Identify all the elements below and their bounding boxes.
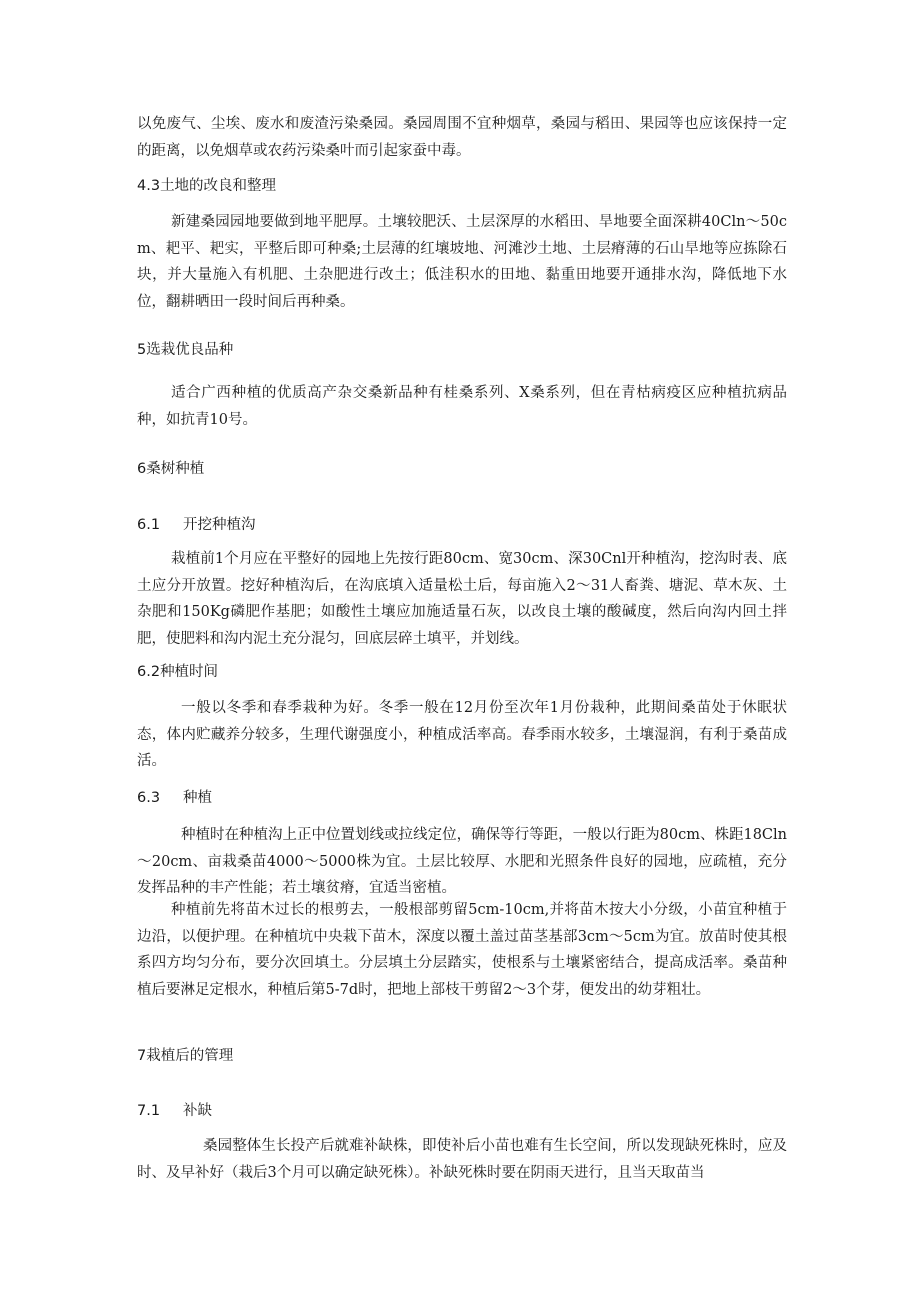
paragraph-7-1: 桑园整体生长投产后就难补缺株，即使补后小苗也难有生长空间，所以发现缺死株时，应及时、及早补好（栽后3个月可以确定缺死株）。补缺死株时要在阴雨天进行，且当天取苗当 — [137, 1138, 787, 1181]
paragraph-intro: 以免废气、尘埃、废水和废渣污染桑园。桑园周围不宜种烟草，桑园与稻田、果园等也应该保持一定的距离，以免烟草或农药污染桑叶而引起家蚕中毒。 — [137, 116, 787, 159]
heading-number: 6.2 — [137, 664, 161, 680]
heading-6-2 — [137, 662, 218, 682]
paragraph-6-1: 栽植前1个月应在平整好的园地上先按行距80cm、宽30cm、深30Cnl开种植沟，挖沟时表、底土应分开放置。挖好种植沟后，在沟底填入适量松土后，每亩施入2～31人畜粪、塘泥、草木灰、土杂肥和150Kg磷肥作基肥；如酸性土壤应加施适量石灰，以改良土壤的酸碱度，然后向沟内回土拌肥，使肥料和沟内泥土充分混匀，回底层碎土填平，并划线。 — [137, 551, 787, 647]
heading-number: 4.3 — [137, 178, 161, 194]
heading-4-3 — [137, 176, 276, 196]
heading-number: 6 — [137, 461, 147, 477]
heading-title: 开挖种植沟 — [183, 517, 256, 533]
heading-number: 7.1 — [137, 1103, 161, 1119]
heading-title: 种植时间 — [160, 664, 219, 680]
heading-title: 桑树种植 — [146, 461, 205, 477]
paragraph-6-3b: 种植前先将苗木过长的根剪去，一般根部剪留5cm-10cm,并将苗木按大小分级，小苗宜种植于边沿，以便护理。在种植坑中央栽下苗木，深度以覆土盖过苗茎基部3cm～5cm为宜。放苗时使其根系四方均匀分布，要分次回填土。分层填土分层踏实，使根系与土壤紧密结合，提高成活率。桑苗种植后要淋足定根水，种植后第5-7d时，把地上部枝干剪留2～3个芽，便发出的幼芽粗壮。 — [137, 902, 787, 998]
heading-5 — [137, 340, 233, 360]
heading-7-1 — [137, 1101, 212, 1121]
heading-title: 种植 — [183, 790, 212, 806]
heading-number: 6.1 — [137, 517, 161, 533]
paragraph-6-3a: 种植时在种植沟上正中位置划线或拉线定位，确保等行等距，一般以行距为80cm、株距18Cln～20cm、亩栽桑苗4000～5000株为宜。土层比较厚、水肥和光照条件良好的园地，应疏植，充分发挥品种的丰产性能；若土壤贫瘠，宜适当密植。 — [137, 827, 787, 896]
heading-6-1 — [137, 515, 256, 535]
heading-number: 7 — [137, 1048, 147, 1064]
heading-title: 栽植后的管理 — [146, 1048, 234, 1064]
heading-7 — [137, 1046, 233, 1066]
paragraph-6-2: 一般以冬季和春季栽种为好。冬季一般在12月份至次年1月份栽种，此期间桑苗处于休眠状态，体内贮藏养分较多，生理代谢强度小，种植成活率高。春季雨水较多，土壤湿润，有利于桑苗成活。 — [137, 700, 787, 769]
paragraph-5: 适合广西种植的优质高产杂交桑新品种有桂桑系列、X桑系列，但在青枯病疫区应种植抗病品种，如抗青10号。 — [137, 385, 787, 428]
heading-number: 6.3 — [137, 790, 161, 806]
heading-number: 5 — [137, 342, 147, 358]
heading-6 — [137, 459, 204, 479]
heading-title: 补缺 — [183, 1103, 212, 1119]
heading-title: 选栽优良品种 — [146, 342, 234, 358]
heading-6-3 — [137, 788, 212, 808]
paragraph-4-3: 新建桑园园地要做到地平肥厚。土壤较肥沃、土层深厚的水稻田、旱地要全面深耕40Cln～50cm、耙平、耙实，平整后即可种桑;土层薄的红壤坡地、河滩沙土地、土层瘠薄的石山旱地等应拣除石块，并大量施入有机肥、土杂肥进行改土；低洼积水的田地、黏重田地要开通排水沟，降低地下水位，翻耕晒田一段时间后再种桑。 — [137, 214, 787, 310]
heading-title: 土地的改良和整理 — [160, 178, 277, 194]
